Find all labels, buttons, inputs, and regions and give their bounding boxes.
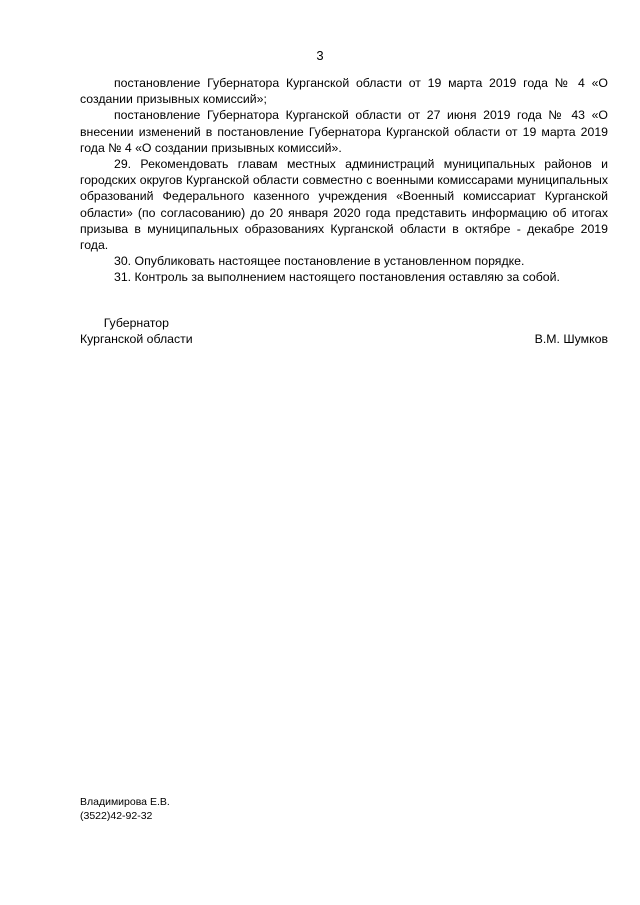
document-body	[80, 75, 608, 286]
paragraph-item-31: 31. Контроль за выполнением настоящего постановления оставляю за собой.	[114, 270, 560, 285]
signature-block	[80, 315, 608, 347]
paragraph-item-30: 30. Опубликовать настоящее постановление в установленном порядке.	[114, 254, 525, 269]
paragraph-resolution-4: постановление Губернатора Курганской области от 19 марта 2019 года № 4 «О создании призывных комиссий»;	[80, 76, 608, 107]
signatory-title-line1: Губернатор	[103, 316, 169, 330]
signatory-title-line2: Курганской области	[80, 332, 193, 347]
executor-phone: (3522)42-92-32	[80, 809, 153, 822]
executor-info	[80, 796, 170, 823]
signatory-name: В.М. Шумков	[534, 332, 608, 346]
paragraph-item-29: 29. Рекомендовать главам местных администраций муниципальных районов и городских округов Курганской области совместно с военными комиссарами муниципальных образований Федерального казенного учреждения «Военный комиссариат Курганской области» (по согласованию) до 20 января 2020 года представить информацию об итогах призыва в муниципальных образованиях Курганской области в октябре - декабре 2019 года.	[80, 157, 608, 253]
executor-name: Владимирова Е.В.	[80, 796, 170, 808]
paragraph-resolution-43: постановление Губернатора Курганской области от 27 июня 2019 года № 43 «О внесении изменений в постановление Губернатора Курганской области от 19 марта 2019 года № 4 «О создании призывных комиссий».	[80, 108, 608, 155]
signatory-title	[80, 315, 193, 347]
page-number: 3	[316, 48, 324, 63]
